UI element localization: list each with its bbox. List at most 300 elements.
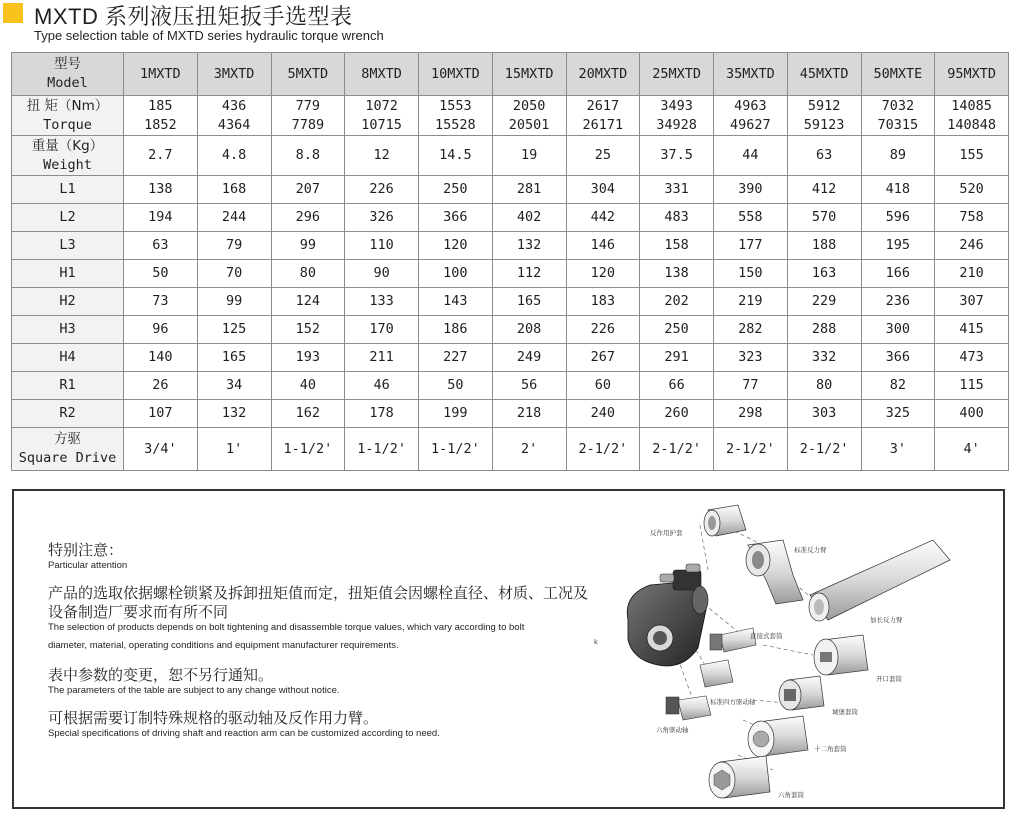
table-cell (640, 136, 714, 176)
table-cell (787, 176, 861, 204)
cell-value: 82 (889, 377, 906, 393)
row-label-text: Weight (43, 156, 92, 173)
cell-value: 558 (738, 209, 763, 225)
row-label-text: H4 (59, 349, 76, 365)
table-cell (345, 344, 419, 372)
table-cell (345, 260, 419, 288)
cell-value: 133 (369, 293, 394, 309)
table-cell (714, 204, 788, 232)
table-cell (492, 428, 566, 471)
accessories-illustration (588, 500, 988, 805)
cell-value: 418 (885, 181, 911, 197)
hex-socket-part (709, 756, 770, 798)
table-cell (640, 316, 714, 344)
model-header-cell: 1MXTD (124, 53, 198, 96)
row-label-text: 重量（Kg） (31, 137, 104, 154)
cell-value: 49627 (730, 116, 771, 133)
table-cell (935, 96, 1009, 136)
cell-value: 3493 (660, 97, 693, 114)
cell-value: 186 (443, 321, 468, 337)
cell-value: 2.7 (148, 147, 173, 163)
table-cell (124, 400, 198, 428)
table-header-row (12, 53, 1009, 96)
cell-value: 1553 (439, 97, 472, 114)
cell-value: 250 (664, 321, 689, 337)
selection-table (11, 52, 1009, 471)
cell-value: 177 (738, 237, 763, 253)
cell-value: 2-1/2' (652, 440, 702, 457)
cell-value: 1-1/2' (357, 440, 407, 457)
table-cell (787, 400, 861, 428)
table-cell (419, 344, 493, 372)
reaction-sleeve-part (704, 505, 746, 536)
note-2-en: The parameters of the table are subject to any change without notice. (48, 685, 340, 696)
table-cell (345, 232, 419, 260)
cell-value: 80 (815, 377, 833, 393)
cell-value: 79 (225, 237, 243, 253)
table-cell (861, 204, 935, 232)
row-label-text: Torque (43, 116, 92, 133)
table-cell (640, 372, 714, 400)
cell-value: 758 (959, 209, 984, 225)
cell-value: 291 (664, 349, 689, 365)
cell-value: 250 (443, 181, 468, 197)
cell-value: 236 (885, 293, 911, 309)
cell-value: 300 (885, 321, 911, 337)
cell-value: 100 (443, 265, 468, 281)
cell-value: 210 (959, 265, 984, 281)
table-cell (419, 96, 493, 136)
table-cell (566, 232, 640, 260)
cell-value: 143 (443, 293, 468, 309)
cell-value: 162 (295, 405, 321, 421)
table-cell (566, 260, 640, 288)
model-header-cell: 10MXTD (419, 53, 493, 96)
table-cell (861, 428, 935, 471)
table-row (12, 176, 1009, 204)
model-header-cell: 95MXTD (935, 53, 1009, 96)
table-cell (787, 344, 861, 372)
cell-value: 412 (811, 181, 837, 197)
table-cell (787, 372, 861, 400)
label-castle-sleeve: 城堡套筒 (832, 708, 858, 716)
cell-value: 267 (590, 349, 616, 365)
table-cell (271, 96, 345, 136)
table-cell (861, 372, 935, 400)
cell-value: 3' (889, 440, 906, 457)
table-cell (345, 288, 419, 316)
cell-value: 1852 (144, 116, 177, 133)
cell-value: 332 (811, 349, 837, 365)
table-cell (271, 288, 345, 316)
table-row (12, 136, 1009, 176)
table-cell (345, 372, 419, 400)
table-row (12, 344, 1009, 372)
cell-value: 185 (148, 97, 173, 114)
table-cell (935, 344, 1009, 372)
notes-heading-cn: 特别注意： (48, 541, 124, 559)
table-row (12, 288, 1009, 316)
model-header-cell: 35MXTD (714, 53, 788, 96)
cell-value: 155 (959, 147, 984, 163)
table-cell (566, 344, 640, 372)
cell-value: 165 (221, 349, 247, 365)
cell-value: 219 (738, 293, 763, 309)
cell-value: 323 (738, 349, 763, 365)
cell-value: 26171 (582, 116, 624, 133)
table-cell (714, 176, 788, 204)
table-cell (197, 428, 271, 471)
cell-value: 246 (959, 237, 984, 253)
table-cell (935, 316, 1009, 344)
cell-value: 152 (295, 321, 321, 337)
cell-value: 402 (516, 209, 542, 225)
cell-value: 125 (221, 321, 247, 337)
table-cell (640, 260, 714, 288)
table-cell (935, 428, 1009, 471)
table-cell (124, 372, 198, 400)
table-cell (197, 288, 271, 316)
row-label-cell (12, 400, 124, 428)
table-cell (935, 260, 1009, 288)
table-cell (124, 96, 198, 136)
table-cell (861, 136, 935, 176)
table-cell (492, 316, 566, 344)
table-cell (197, 400, 271, 428)
label-standard-reaction-arm: 标准反力臂 (794, 546, 827, 554)
cell-value: 170 (369, 321, 394, 337)
cell-value: 178 (369, 405, 394, 421)
cell-value: 188 (811, 237, 837, 253)
cell-value: 436 (221, 97, 247, 114)
table-cell (935, 288, 1009, 316)
table-cell (271, 372, 345, 400)
table-cell (419, 372, 493, 400)
table-cell (419, 232, 493, 260)
row-label-cell (12, 176, 124, 204)
table-cell (271, 316, 345, 344)
cell-value: 19 (520, 147, 538, 163)
cell-value: 73 (152, 293, 169, 309)
label-reaction-sleeve: 反作用护套 (650, 529, 683, 537)
row-label-cell (12, 204, 124, 232)
cell-value: 2-1/2' (578, 440, 628, 457)
cell-value: 1-1/2' (430, 440, 480, 457)
cell-value: 89 (889, 147, 906, 163)
table-cell (714, 400, 788, 428)
cell-value: 7032 (881, 97, 915, 114)
row-label-text: H3 (59, 321, 76, 337)
table-cell (197, 372, 271, 400)
model-header-cell: 5MXTD (271, 53, 345, 96)
cell-value: 66 (668, 377, 685, 393)
cell-value: 40 (299, 377, 316, 393)
cell-value: 44 (742, 147, 759, 163)
model-header-cell: 3MXTD (197, 53, 271, 96)
selection-table-body (12, 53, 1009, 471)
cell-value: 110 (369, 237, 394, 253)
table-cell (640, 428, 714, 471)
cell-value: 99 (225, 293, 243, 309)
row-label-cell (12, 136, 124, 176)
table-cell (640, 400, 714, 428)
cell-value: 120 (443, 237, 468, 253)
label-twelve-point-socket: 十二角套筒 (814, 745, 847, 753)
table-cell (714, 136, 788, 176)
row-label-text: L1 (59, 181, 76, 197)
cell-value: 140 (148, 349, 173, 365)
cell-value: 208 (516, 321, 542, 337)
table-cell (271, 344, 345, 372)
row-label-cell (12, 316, 124, 344)
table-cell (566, 136, 640, 176)
cell-value: 140848 (947, 116, 997, 133)
table-cell (419, 428, 493, 471)
cell-value: 194 (148, 209, 173, 225)
table-cell (124, 176, 198, 204)
table-cell (124, 204, 198, 232)
cell-value: 99 (299, 237, 316, 253)
table-cell (566, 96, 640, 136)
table-cell (124, 260, 198, 288)
table-row (12, 96, 1009, 136)
page-subtitle: Type selection table of MXTD series hydraulic torque wrench (34, 28, 384, 43)
cell-value: 107 (148, 405, 173, 421)
cell-value: 70 (225, 265, 243, 281)
cell-value: 195 (885, 237, 911, 253)
table-cell (640, 176, 714, 204)
model-header-cell: 45MXTD (787, 53, 861, 96)
cell-value: 166 (885, 265, 911, 281)
cell-value: 1' (225, 440, 243, 457)
cell-value: 59123 (803, 116, 845, 133)
row-label-cell (12, 428, 124, 471)
table-cell (492, 288, 566, 316)
cell-value: 96 (152, 321, 169, 337)
table-cell (935, 372, 1009, 400)
row-label-text: Square Drive (18, 450, 117, 466)
table-cell (714, 316, 788, 344)
title-accent-square (3, 3, 23, 23)
table-cell (566, 176, 640, 204)
label-standard-square-drive: 标准四方驱动轴 (710, 698, 756, 706)
cell-value: 2-1/2' (799, 440, 849, 457)
table-cell (492, 260, 566, 288)
table-cell (124, 344, 198, 372)
note-1-cn: 产品的选取依据螺栓锁紧及拆卸扭矩值而定，扭矩值会因螺栓直径、材质、工况及设备制造厂要求而有所不同 (48, 584, 589, 621)
table-cell (861, 400, 935, 428)
cell-value: 296 (295, 209, 321, 225)
twelve-point-socket-part (748, 716, 808, 757)
cell-value: 193 (295, 349, 321, 365)
table-cell (271, 136, 345, 176)
cell-value: 14.5 (439, 147, 472, 163)
table-cell (787, 288, 861, 316)
table-cell (566, 428, 640, 471)
row-label-text: 扭 矩（Nm） (26, 97, 109, 114)
cell-value: 20501 (508, 116, 550, 133)
table-row (12, 372, 1009, 400)
table-cell (124, 316, 198, 344)
note-1-en: The selection of products depends on bolt tightening and disassemble torque values, which vary according to bolt (48, 622, 525, 633)
cell-value: 366 (443, 209, 468, 225)
cell-value: 249 (516, 349, 542, 365)
castle-sleeve-part (779, 676, 824, 710)
table-cell (419, 316, 493, 344)
table-cell (714, 96, 788, 136)
table-cell (714, 372, 788, 400)
table-cell (271, 232, 345, 260)
table-cell (492, 204, 566, 232)
table-cell (787, 136, 861, 176)
cell-value: 63 (815, 147, 833, 163)
table-cell (861, 260, 935, 288)
table-cell (861, 96, 935, 136)
table-cell (787, 428, 861, 471)
cell-value: 244 (221, 209, 247, 225)
row-label-cell (12, 96, 124, 136)
cell-value: 34928 (656, 116, 697, 133)
cell-value: 2-1/2' (725, 440, 775, 457)
table-cell (197, 96, 271, 136)
table-cell (271, 204, 345, 232)
cell-value: 70315 (877, 116, 919, 133)
cell-value: 50 (152, 265, 169, 281)
table-cell (640, 344, 714, 372)
cell-value: 326 (369, 209, 394, 225)
open-sleeve-part (814, 635, 868, 675)
model-header-cell: 15MXTD (492, 53, 566, 96)
table-cell (345, 428, 419, 471)
row-label-cell (12, 344, 124, 372)
table-cell (640, 232, 714, 260)
label-straight-sleeve: 直接式套筒 (750, 632, 783, 640)
cell-value: 112 (516, 265, 542, 281)
model-header-cell: 8MXTD (345, 53, 419, 96)
table-cell (640, 288, 714, 316)
accessories-diagram (588, 500, 988, 805)
table-cell (492, 372, 566, 400)
table-cell (197, 260, 271, 288)
table-cell (714, 260, 788, 288)
table-cell (492, 232, 566, 260)
cell-value: 4364 (217, 116, 251, 133)
cell-value: 366 (885, 349, 911, 365)
cell-value: 63 (152, 237, 169, 253)
table-cell (271, 260, 345, 288)
table-cell (861, 232, 935, 260)
cell-value: 132 (221, 405, 247, 421)
table-cell (566, 204, 640, 232)
label-open-sleeve: 开口套筒 (876, 675, 902, 683)
cell-value: 442 (590, 209, 616, 225)
table-cell (419, 204, 493, 232)
table-row (12, 232, 1009, 260)
cell-value: 596 (885, 209, 911, 225)
cell-value: 240 (590, 405, 616, 421)
cell-value: 163 (811, 265, 837, 281)
table-cell (714, 232, 788, 260)
table-cell (197, 232, 271, 260)
cell-value: 132 (516, 237, 542, 253)
cell-value: 124 (295, 293, 321, 309)
row-label-text: H1 (59, 265, 76, 281)
cell-value: 227 (443, 349, 468, 365)
label-hex-socket: 六角套筒 (778, 791, 804, 799)
table-row (12, 204, 1009, 232)
cell-value: 37.5 (660, 147, 693, 163)
table-row (12, 400, 1009, 428)
cell-value: 1072 (365, 97, 398, 114)
cell-value: 183 (590, 293, 616, 309)
cell-value: 25 (594, 147, 611, 163)
cell-value: 218 (516, 405, 542, 421)
notes-heading-en: Particular attention (48, 560, 128, 571)
model-header-cell: 50MXTE (861, 53, 935, 96)
table-cell (935, 204, 1009, 232)
cell-value: 120 (590, 265, 616, 281)
table-row (12, 316, 1009, 344)
cell-value: 202 (664, 293, 689, 309)
table-cell (197, 176, 271, 204)
cell-value: 56 (520, 377, 538, 393)
note-2-cn: 表中参数的变更，恕不另行通知。 (48, 666, 274, 684)
cell-value: 7789 (291, 116, 325, 133)
row-label-text: R2 (59, 405, 76, 421)
page-title: MXTD 系列液压扭矩扳手选型表 (34, 4, 353, 29)
table-cell (124, 136, 198, 176)
cell-value: 168 (221, 181, 247, 197)
label-hex-drive-shaft: 六角驱动轴 (656, 726, 689, 734)
table-cell (787, 316, 861, 344)
table-cell (935, 176, 1009, 204)
table-cell (197, 204, 271, 232)
row-label-cell (12, 232, 124, 260)
table-cell (566, 372, 640, 400)
table-cell (124, 288, 198, 316)
extended-reaction-arm-part (809, 540, 950, 621)
cell-value: 90 (373, 265, 390, 281)
cell-value: 400 (959, 405, 984, 421)
row-label-cell (12, 372, 124, 400)
cell-value: 229 (811, 293, 837, 309)
table-cell (787, 96, 861, 136)
table-cell (935, 400, 1009, 428)
note-3-cn: 可根据需要订制特殊规格的驱动轴及反作用力臂。 (48, 709, 379, 727)
table-cell (345, 204, 419, 232)
cell-value: 138 (148, 181, 173, 197)
cell-value: 390 (738, 181, 763, 197)
table-row (12, 428, 1009, 471)
cell-value: 304 (590, 181, 616, 197)
table-cell (271, 400, 345, 428)
table-cell (714, 344, 788, 372)
cell-value: 325 (885, 405, 911, 421)
cell-value: 138 (664, 265, 689, 281)
row-label-text: L3 (59, 237, 76, 253)
cell-value: 77 (742, 377, 759, 393)
cell-value: 473 (959, 349, 984, 365)
cell-value: 199 (443, 405, 468, 421)
cell-value: 150 (738, 265, 763, 281)
cell-value: 226 (369, 181, 394, 197)
table-cell (419, 288, 493, 316)
cell-value: 26 (152, 377, 169, 393)
table-cell (714, 288, 788, 316)
table-cell (124, 428, 198, 471)
table-cell (861, 316, 935, 344)
table-cell (787, 232, 861, 260)
